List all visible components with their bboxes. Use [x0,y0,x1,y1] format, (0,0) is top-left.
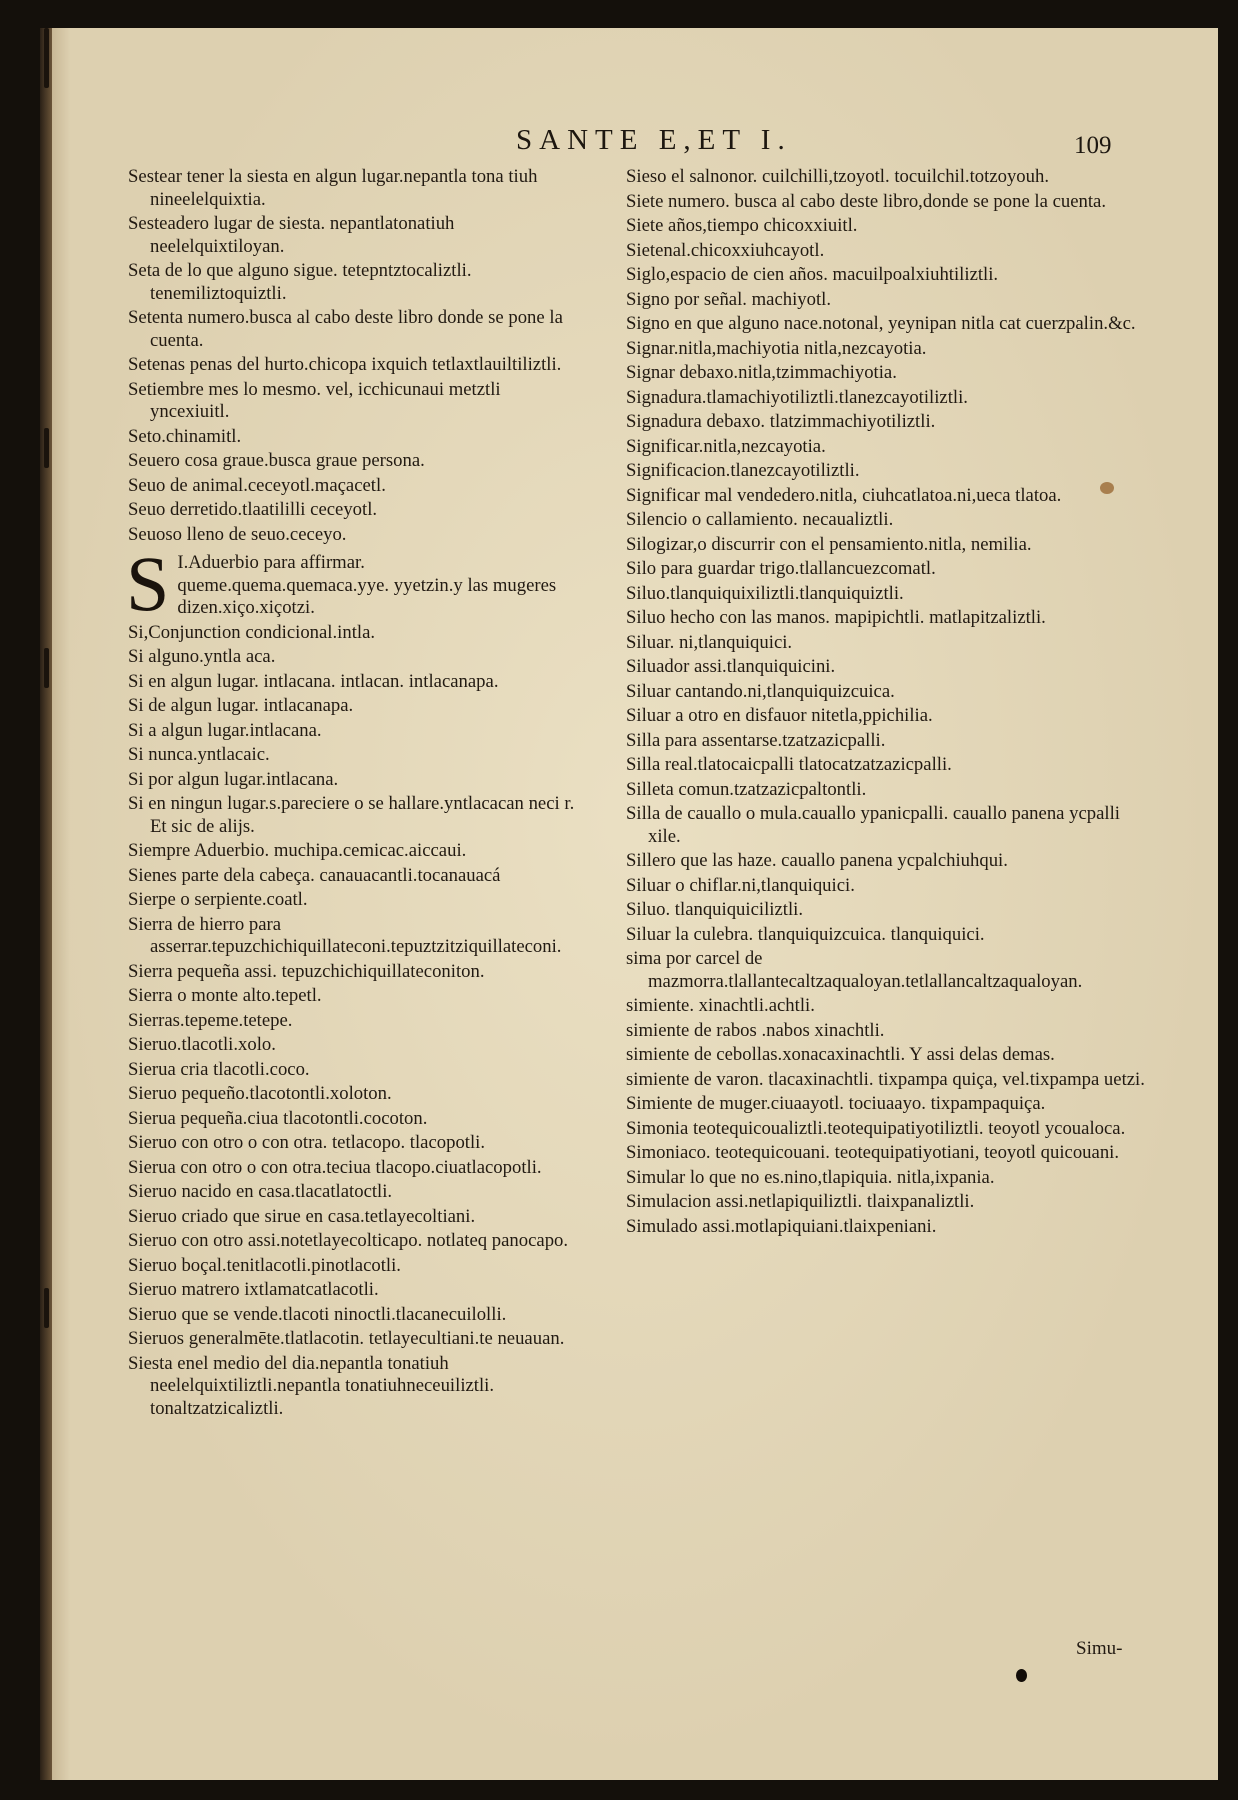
dictionary-entry: Simular lo que no es.nino,tlapiquia. nitla,ixpania. [626,1166,995,1188]
dictionary-entry: Sietenal.chicoxxiuhcayotl. [626,239,825,261]
dictionary-entry: simiente de cebollas.xonacaxinachtli. Y assi delas demas. [626,1044,1055,1065]
dictionary-entry: Significacion.tlanezcayotiliztli. [626,460,860,481]
dictionary-entry: Seta de lo que alguno sigue. tetepntztocaliztli. tenemiliztoquiztli. [128,260,472,304]
dictionary-entry: Sillero que las haze. cauallo panena ycpalchiuhqui. [626,850,1008,871]
dictionary-entry: Silo para guardar trigo.tlallancuezcomatl. [626,558,936,579]
dictionary-entry: Sierra pequeña assi. tepuzchichiquillateconiton. [128,960,485,982]
dictionary-entry: Siluar o chiflar.ni,tlanquiquici. [626,874,855,896]
si-entry-text: I.Aduerbio para affirmar. queme.quema.quemaca.yye. yyetzin.y las mugeres dizen.xiço.xiçotzi. [177,552,557,618]
dictionary-entry: simiente de varon. tlacaxinachtli. tixpampa quiça, vel.tixpampa uetzi. [626,1068,1145,1090]
dictionary-entry: Siluador assi.tlanquiquicini. [626,656,836,677]
dictionary-entry: Sierua pequeña.ciua tlacotontli.cocoton. [128,1107,428,1129]
dictionary-entry: Seuero cosa graue.busca graue persona. [128,450,425,471]
dictionary-entry: Signadura debaxo. tlatzimmachiyotiliztli. [626,411,936,432]
dictionary-entry: Sieruo matrero ixtlamatcatlacotli. [128,1279,379,1300]
dictionary-entry: Signo en que alguno nace.notonal, yeynipan nitla cat cuerzpalin.&c. [626,313,1136,334]
dictionary-entry: Si,Conjunction condicional.intla. [128,621,376,643]
dictionary-entry: Siete años,tiempo chicoxxiuitl. [626,215,858,236]
dictionary-entry: Siluo hecho con las manos. mapipichtli. matlapitzaliztli. [626,607,1046,628]
dictionary-entry: Signar debaxo.nitla,tzimmachiyotia. [626,362,897,383]
dictionary-entry: Sestear tener la siesta en algun lugar.nepantla tona tiuh nineelelquixtia. [128,166,538,210]
dictionary-entry: Siluar cantando.ni,tlanquiquizcuica. [626,680,895,702]
right-column [626,166,1146,1240]
ink-dot [1016,1669,1027,1682]
dictionary-entry: Sesteadero lugar de siesta. nepantlatonatiuh neelelquixtiloyan. [128,213,455,257]
dictionary-entry: Seuo derretido.tlaatililli ceceyotl. [128,499,378,520]
dictionary-entry: Si alguno.yntla aca. [128,646,276,667]
drop-initial: S [126,540,170,627]
dictionary-entry: Sieruo que se vende.tlacoti ninoctli.tlacanecuilolli. [128,1303,507,1325]
dictionary-entry: Siete numero. busca al cabo deste libro,donde se pone la cuenta. [626,190,1106,212]
dictionary-entry: Sieruo nacido en casa.tlacatlatoctli. [128,1181,393,1202]
dictionary-entry: Signo por señal. machiyotl. [626,288,832,310]
dictionary-entry: Sieso el salnonor. cuilchilli,tzoyotl. tocuilchil.totzoyouh. [626,166,1050,187]
catchword: Simu- [1076,1638,1123,1659]
dictionary-entry: Silencio o callamiento. necaualiztli. [626,509,894,530]
dictionary-entry: Simiente de muger.ciuaayotl. tociuaayo. tixpampaquiça. [626,1093,1046,1114]
dictionary-entry: Sieruos generalmēte.tlatlacotin. tetlayecultiani.te neuauan. [128,1328,565,1349]
dictionary-entry: Sieruo boçal.tenitlacotli.pinotlacotli. [128,1254,401,1276]
folio-number: 109 [1074,132,1112,159]
dictionary-entry: Sierpe o serpiente.coatl. [128,889,308,910]
dictionary-entry: simiente. xinachtli.achtli. [626,995,815,1016]
dictionary-entry: Sierua cria tlacotli.coco. [128,1058,310,1080]
dictionary-entry: Simoniaco. teotequicouani. teotequipatiyotiani, teoyotl quicouani. [626,1142,1120,1163]
binding-stub [44,428,49,468]
dictionary-entry: Setenta numero.busca al cabo deste libro donde se pone la cuenta. [128,307,563,351]
dictionary-entry: Setenas penas del hurto.chicopa ixquich tetlaxtlauiltiliztli. [128,354,562,375]
dictionary-entry: Signar.nitla,machiyotia nitla,nezcayotia. [626,337,927,359]
dictionary-entry: Silla real.tlatocaicpalli tlatocatzatzazicpalli. [626,754,952,775]
dictionary-entry: Silla de cauallo o mula.cauallo ypanicpalli. cauallo panena ycpalli xile. [626,803,1120,847]
dictionary-entry: Sierras.tepeme.tetepe. [128,1009,293,1031]
book-page [40,28,1218,1780]
dictionary-entry: Si en algun lugar. intlacana. intlacan. intlacanapa. [128,670,499,692]
left-column [128,166,576,1422]
dictionary-entry: Simulado assi.motlapiquiani.tlaixpeniani. [626,1215,937,1237]
binding-stub [44,648,49,688]
dictionary-entry: Significar mal vendedero.nitla, ciuhcatlatoa.ni,ueca tlatoa. [626,484,1062,506]
dictionary-entry: simiente de rabos .nabos xinachtli. [626,1019,885,1041]
dictionary-entry: Seuo de animal.ceceyotl.maçacetl. [128,474,386,496]
dictionary-entry: Si de algun lugar. intlacanapa. [128,695,354,716]
binding-stub [44,1288,49,1328]
dictionary-entry: Sierra de hierro para asserrar.tepuzchichiquillateconi.tepuztzitziquillateconi. [128,913,562,957]
dictionary-entry: Siempre Aduerbio. muchipa.cemicac.aiccaui. [128,840,467,861]
dictionary-entry: Siluar. ni,tlanquiquici. [626,631,793,653]
dictionary-entry: Silogizar,o discurrir con el pensamiento.nitla, nemilia. [626,533,1032,555]
dictionary-entry: sima por carcel de mazmorra.tlallantecaltzaqualoyan.tetlallancaltzaqualoyan. [626,948,1083,992]
dictionary-entry: Sierua con otro o con otra.teciua tlacopo.ciuatlacopotli. [128,1156,542,1178]
dictionary-entry: Si a algun lugar.intlacana. [128,719,322,741]
dictionary-entry: Sieruo con otro o con otra. tetlacopo. tlacopotli. [128,1132,486,1153]
si-entry [126,540,576,627]
dictionary-entry: Simonia teotequicoualiztli.teotequipatiyotiliztli. teoyotl ycoualoca. [626,1117,1126,1139]
binding-stub [44,28,49,88]
dictionary-entry: Silleta comun.tzatzazicpaltontli. [626,778,867,800]
running-head: SANTE E,ET I. [516,124,792,156]
dictionary-entry: Sierra o monte alto.tepetl. [128,985,322,1006]
dictionary-entry: Sienes parte dela cabeça. canauacantli.tocanauacá [128,864,501,886]
dictionary-entry: Sieruo criado que sirue en casa.tetlayecoltiani. [128,1205,476,1227]
binding-edge [40,28,52,1780]
ink-stain [1100,482,1114,494]
dictionary-entry: Seuoso lleno de seuo.ceceyo. [128,523,347,545]
dictionary-entry: Sieruo con otro assi.notetlayecolticapo. notlateq panocapo. [128,1230,569,1251]
dictionary-entry: Sieruo pequeño.tlacotontli.xoloton. [128,1083,392,1104]
dictionary-entry: Siluar a otro en disfauor nitetla,ppichilia. [626,705,933,726]
dictionary-entry: Seto.chinamitl. [128,425,242,447]
dictionary-entry: Siglo,espacio de cien años. macuilpoalxiuhtiliztli. [626,264,999,285]
dictionary-entry: Setiembre mes lo mesmo. vel, icchicunaui metztli yncexiuitl. [128,378,501,422]
dictionary-entry: Siluo.tlanquiquixiliztli.tlanquiquiztli. [626,582,904,604]
dictionary-entry: Silla para assentarse.tzatzazicpalli. [626,729,886,751]
dictionary-entry: Siluar la culebra. tlanquiquizcuica. tlanquiquici. [626,923,985,945]
dictionary-entry: Si nunca.yntlacaic. [128,744,270,765]
dictionary-entry: Simulacion assi.netlapiquiliztli. tlaixpanaliztli. [626,1191,975,1212]
dictionary-entry: Siesta enel medio del dia.nepantla tonatiuh neelelquixtiliztli.nepantla tonatiuhneceuiliztli. tonaltzatzicaliztli. [128,1352,495,1419]
dictionary-entry: Signadura.tlamachiyotiliztli.tlanezcayotiliztli. [626,386,968,408]
dictionary-entry: Si en ningun lugar.s.pareciere o se hallare.yntlacacan neci r. Et sic de alijs. [128,793,575,837]
dictionary-entry: Sieruo.tlacotli.xolo. [128,1034,276,1055]
dictionary-entry: Siluo. tlanquiquiciliztli. [626,899,804,920]
dictionary-entry: Significar.nitla,nezcayotia. [626,435,826,457]
dictionary-entry: Si por algun lugar.intlacana. [128,768,339,790]
